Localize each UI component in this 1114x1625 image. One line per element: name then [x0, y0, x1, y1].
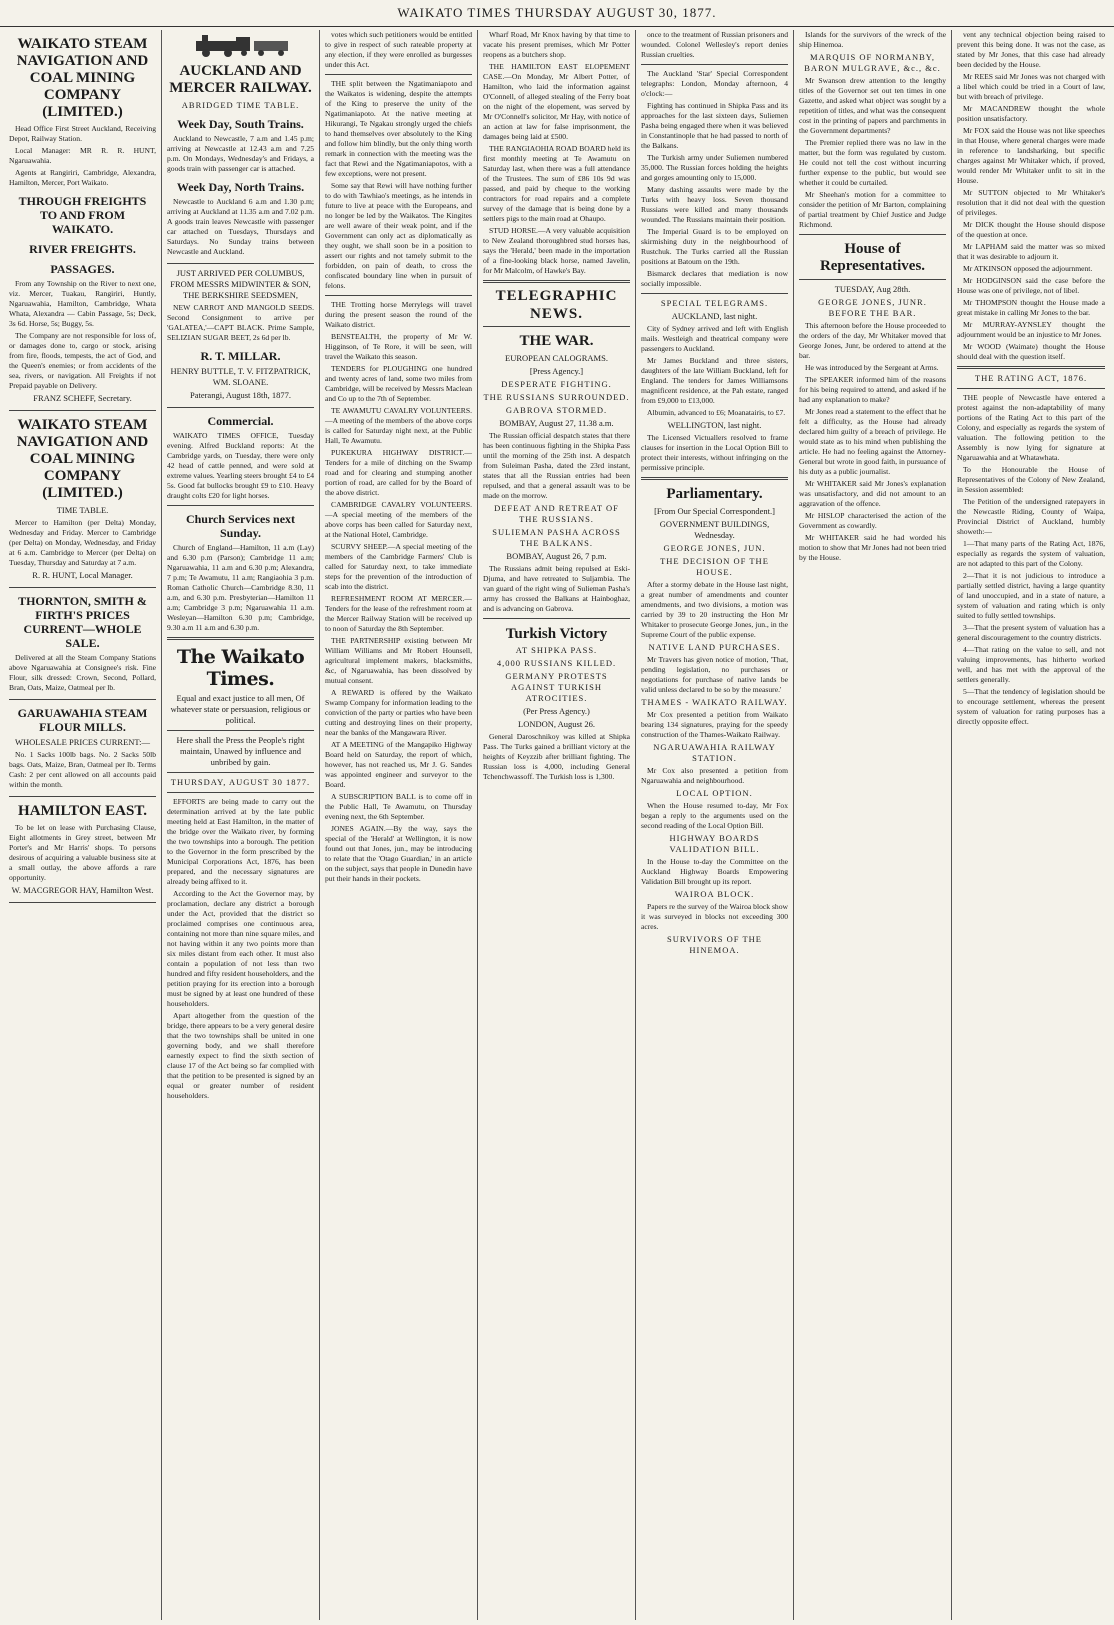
news-paragraph: BENSTEALTH, the property of Mr W. Higginson, of Te Rore, it will be seen, will travel the Waikato this season. [325, 332, 472, 361]
news-paragraph: 3—That the present system of valuation has a general discouragement to the country districts. [957, 623, 1105, 642]
millar-name: R. T. MILLAR. [200, 349, 281, 363]
news-paragraph: AT A MEETING of the Mangapiko Highway Board held on Saturday, the report of which, however, has not reached us, Mr J. G. Sandes was appointed engineer and surveyor to the Board. [325, 740, 472, 789]
passages-text: From any Township on the River to next one, viz. Mercer, Tuakau, Rangiriri, Huntly, Ngaruawahia, Hamilton, Cambridge, Whata Whata, Alexandra — Cabin Passage, 5s; Deck, 3s 6d. Horse, 5s; Buggy, 5s. [9, 279, 156, 328]
newspaper-motto: Equal and exact justice to all men, Of whatever state or persuasion, religious or political. [170, 693, 311, 725]
dateline-bombay-1: BOMBAY, August 27, 11.38 a.m. [499, 418, 614, 428]
news-paragraph: once to the treatment of Russian prisoners and wounded. Colonel Wellesley's report denies Russian cruelties. [641, 30, 788, 59]
news-paragraph: Mr WOOD (Waimate) thought the House should deal with the question itself. [957, 342, 1105, 361]
news-paragraph: Mr Cox also presented a petition from Ngaruawahia and neighbourhood. [641, 766, 788, 785]
column-7 [952, 30, 1110, 1620]
news-paragraph: The Premier replied there was no law in the matter, but the form was regulated by custom. He could not tell the cost without incurring further expense to the public, but would see whether it could be curtailed. [799, 138, 946, 187]
news-paragraph: The Turkish army under Suliemen numbered 35,000. The Russian forces holding the heights and gorges amounting only to 15,000. [641, 153, 788, 182]
news-paragraph: Mr DICK thought the House should dispose of the question at once. [957, 220, 1105, 239]
news-paragraph: When the House resumed to-day, Mr Fox began a reply to the arguments used on the second reading of the Local Option Bill. [641, 801, 788, 830]
news-paragraph: A SUBSCRIPTION BALL is to come off in the Public Hall, Te Awamutu, on Thursday evening next, the 6th September. [325, 792, 472, 821]
railway-subheading: ABRIDGED TIME TABLE. [181, 100, 300, 110]
dateline-wellington: WELLINGTON, last night. [667, 420, 762, 430]
govt-buildings-dateline: GOVERNMENT BUILDINGS, Wednesday. [659, 519, 770, 540]
parliamentary-subheading: [From Our Special Correspondent.] [654, 506, 775, 516]
north-trains-heading: Week Day, North Trains. [176, 180, 305, 194]
news-paragraph: TENDERS for PLOUGHING one hundred and twenty acres of land, some two miles from Cambridge, will be received by Messrs Maclean and Co up to the 7th of September. [325, 364, 472, 403]
news-paragraph: The Licensed Victuallers resolved to frame clauses for insertion in the Local Option Bill to protect their interests, without infringing on the permissive principle. [641, 433, 788, 472]
news-paragraph: CAMBRIDGE CAVALRY VOLUNTEERS.—A special meeting of the members of the above corps has been called for Saturday next, at the National Hotel, Cambridge. [325, 500, 472, 539]
war-subheading: EUROPEAN CALOGRAMS. [505, 353, 608, 363]
leader-paragraph-1: EFFORTS are being made to carry out the determination arrived at by the late public meeting held at East Hamilton, in the matter of the bridge over the Waikato river, by forming the two townships into a borough. The petition to the Governor in the form prescribed by the Municipal Corporations Act, 1876, has been prepared, and the necessary signatures are already being affixed to it. [167, 797, 314, 886]
news-paragraph: He was introduced by the Sergeant at Arms. [805, 363, 939, 372]
newspaper-title: The Waikato Times. [176, 646, 305, 690]
news-paragraph: Mr WHITAKER said Mr Jones's explanation was unsatisfactory, and did not amount to an aggravation of the offence. [799, 479, 946, 508]
news-paragraph: Mr Travers has given notice of motion, 'That, pending legislation, no purchases or negotiations for purchase of native lands be valid unless declared to be so by the measure.' [641, 655, 788, 694]
locomotive-engraving [186, 33, 296, 57]
passages-heading: PASSAGES. [50, 262, 115, 276]
church-services-heading: Church Services next Sunday. [185, 512, 296, 540]
millar-date: Paterangi, August 18th, 1877. [189, 390, 292, 400]
church-services-text: Church of England—Hamilton, 11 a.m (Lay) and 6.30 p.m (Parson); Cambridge 11 a.m; Ngaruawahia, 11 a.m and 6.30 p.m; Alexandra, 7 p.m; Te Awamutu, 11 a.m; Rangiaohia 3 p.m. Roman Catholic Church—Cambridge 8.30, 11 a.m, and 6.30 p.m. Presbyterian—Hamilton 11 a.m; Cambridge 3 p.m; Ngaruawahia 11 a.m. Wesleyan—Hamilton 6.30 p.m; Cambridge, 9.30 a.m 11 a.m and 6.30 p.m. [167, 543, 314, 632]
news-paragraph: City of Sydney arrived and left with English mails. Westleigh and theatrical company were passengers to Auckland. [641, 324, 788, 353]
news-paragraph: 5—That the tendency of legislation should be to encourage settlement, whereas the present system of valuation for rating purposes has a directly opposite effect. [957, 687, 1105, 726]
leader-paragraph-3: Apart altogether from the question of the bridge, there appears to be a very general desire that the two townships shall be united in one governing body, and we shall therefore earnestly expect to find the sixth section of clause 17 of the Act being so far complied with that the petition to be presented is signed by an equal or greater number of resident householders. [167, 1011, 314, 1100]
news-paragraph: Mr Swanson drew attention to the lengthy titles of the Governor set out ten times in one Gazette, and asked what object was sought by a repetition of titles, and what was the consequent cost in the printing of papers and parchments in the Government departments? [799, 76, 946, 135]
news-paragraph: THE HAMILTON EAST ELOPEMENT CASE.—On Monday, Mr Albert Potter, of Hamilton, who laid the information against O'Connell, of alleged stealing of the Ferry boat on the night of the elopement, was served by Mr O'Connell's solicitor, Mr Hay, with notice of an action at law for false imprisonment, the damages being laid at £500. [483, 62, 630, 141]
leader-paragraph-2: According to the Act the Governor may, by proclamation, declare any district a borough under the Act, provided that the district so proclaimed comprises one continuous area, containing not more than nine square miles, and not having within it any two points more than six miles distant from each other. It must also contain a population of not less than two hundred and fifty resident householders, and the petition praying for its erection into a borough must be signed by at least one hundred of these householders. [167, 889, 314, 1008]
native-land-heading: NATIVE LAND PURCHASES. [648, 642, 781, 652]
news-paragraph: Mr WHITAKER said he had worded his motion to show that Mr Jones had not been tried by the House. [799, 533, 947, 562]
shipka-heading: AT SHIPKA PASS. [515, 645, 598, 655]
railway-ad [167, 33, 314, 264]
news-paragraph: THE RANGIAOHIA ROAD BOARD held its first monthly meeting at Te Awamutu on Saturday last, when there was a full attendance of the Trustees. The sum of £86 10s 9d was passed, and paid by cheque to the working contractors for road repairs and a complete survey of the damage that is being done by a settlers pigs to the main road at Ohaupo. [483, 144, 630, 223]
news-paragraph: THE people of Newcastle have entered a protest against the non-adaptability of many portions of the Rating Act to this part of the Colony, and especially as regards the system of valuation. The following petition to the Assembly is now lying for signature at Ngaruawahia and at Whatawhata. [957, 393, 1105, 462]
column-3 [320, 30, 478, 1620]
seeds-ad [167, 268, 314, 408]
news-paragraph: Albumin, advanced to £6; Moanatairis, to £7. [647, 408, 786, 417]
column-4 [478, 30, 636, 1620]
columns [4, 30, 1110, 1620]
news-paragraph: This afternoon before the House proceeded to the orders of the day, Mr Whitaker moved that George Jones, Junr, be ordered to attend at the bar. [799, 321, 946, 360]
steam-navigation-ad [9, 36, 156, 411]
dateline-bombay-2: BOMBAY, August 26, 7 p.m. [506, 551, 607, 561]
jones-bar-heading: GEORGE JONES, JUNR. BEFORE THE BAR. [818, 297, 927, 318]
page-masthead: WAIKATO TIMES THURSDAY AUGUST 30, 1877. [0, 0, 1114, 27]
timetable-heading: TIME TABLE. [56, 505, 109, 515]
news-paragraph: 4—That rating on the value to sell, and not valuing improvements, has hitherto worked well, and has met with the approval of the settlers generally. [957, 645, 1105, 684]
column-6 [794, 30, 952, 1620]
george-jones-heading: GEORGE JONES, JUN. [663, 543, 766, 553]
war-paragraph-3: General Daroschnikoy was killed at Shipka Pass. The Turks gained a brilliant victory at the heights of Keyzzib after brilliant fighting. The Russian loss is 4,000, including General Tchenchwassoff. The Turkish loss is 1,300. [483, 732, 630, 781]
steam-signature: FRANZ SCHEFF, Secretary. [33, 393, 132, 403]
news-paragraph: TE AWAMUTU CAVALRY VOLUNTEERS.—A meeting of the members of the above corps is called for Saturday night next, at the Public Hall, Te Awamutu. [325, 406, 472, 445]
news-paragraph: Mr THOMPSON thought the House made a great mistake in calling Mr Jones to the bar. [957, 298, 1105, 317]
telegraphic-news-heading: TELEGRAPHIC NEWS. [483, 287, 630, 327]
column-1 [4, 30, 162, 1620]
issue-date: THURSDAY, AUGUST 30 1877. [170, 777, 311, 787]
news-paragraph: A REWARD is offered by the Waikato Swamp Company for information leading to the conviction of the party or parties who have been cutting and destroying lines on their property, near the banks of the Mangawara River. [325, 688, 472, 737]
south-trains-heading: Week Day, South Trains. [177, 117, 304, 131]
prices-current-ad [9, 594, 156, 700]
news-paragraph: Mr REES said Mr Jones was not charged with a libel which could be tried in a Court of law, but with breach of privilege. [957, 72, 1105, 101]
war-heading: THE WAR. [519, 333, 594, 349]
parliamentary-heading: Parliamentary. [666, 486, 763, 502]
news-paragraph: Mr FOX said the House was not like speeches in that House, where general charges were made in reference to landsharking, but specific charges against Mr Whitaker which, if proved, would render Mr Whitaker unfit to sit in the House. [957, 126, 1105, 185]
news-paragraph: THE split between the Ngatimaniapoto and the Waikatos is widening, despite the attempts of the King to preserve the unity of the Ngatimaniapoto. At the native meeting at Hikurangi, Te Ngakau strongly urged the chiefs to hand themselves over absolutely to the King and follow him blindly, but the only thing worth remark in connection with the meeting was the fact that Rewi and the Ngatimaniapotos, with a few exceptions, were not present. [325, 79, 472, 178]
wairoa-heading: WAIROA BLOCK. [674, 889, 755, 899]
news-paragraph: 1—That many parts of the Rating Act, 1876, especially as regards the system of valuation, are not adapted to this part of the Colony. [957, 539, 1105, 568]
news-paragraph: Papers re the survey of the Wairoa block show it was surveyed in blocks not exceeding 300 acres. [641, 902, 788, 931]
press-agency-note-2: (Per Press Agency.) [523, 706, 590, 716]
column-5 [636, 30, 794, 1620]
news-paragraph: The Imperial Guard is to be employed on skirmishing duty in the neighbourhood of Rustchuk. The Turks carried all the Russian positions at Batoum on the 19th. [641, 227, 788, 266]
news-paragraph: PUKEKURA HIGHWAY DISTRICT.—Tenders for a mile of ditching on the Swamp road and for clearing and stumping another portion of road, are called for by the Board of the above district. [325, 448, 472, 497]
news-paragraph: Bismarck declares that mediation is now socially impossible. [641, 269, 788, 288]
news-paragraph: Mr HISLOP characterised the action of the Government as cowardly. [799, 511, 946, 530]
news-paragraph: STUD HORSE.—A very valuable acquisition to New Zealand thoroughbred stud horses has, says the 'Herald,' been made in the importation of a fine-looking black horse, named Javelin, for Mr Malcolm, of Hawke's Bay. [483, 226, 630, 275]
hamilton-east-ad [9, 803, 156, 903]
newspaper-verse: Here shall the Press the People's right maintain, Unawed by influence and unbribed by gain. [176, 735, 305, 767]
news-paragraph: REFRESHMENT ROOM AT MERCER.—Tenders for the lease of the refreshment room at the Mercer Railway Station will be received up to noon of Saturday the 8th September. [325, 594, 472, 633]
news-paragraph: The Auckland 'Star' Special Correspondent telegraphs: London, Monday afternoon, 4 o'clock:— [641, 69, 788, 98]
railway-heading: AUCKLAND AND MERCER RAILWAY. [169, 63, 312, 96]
news-paragraph: To the Honourable the House of Representatives of the Colony of New Zealand, in Session assembled: [957, 465, 1105, 494]
news-paragraph: Fighting has continued in Shipka Pass and its approaches for the last sixteen days, Suliemen Pasha being engaged there when it was believed in Constantinople that he had passed to north of the Balkans. [641, 101, 788, 150]
north-trains-text: Newcastle to Auckland 6 a.m and 1.30 p.m; arriving at Auckland at 11.35 a.m and 7.02 p.m. A goods train leaves Newcastle with passenger car attached on Tuesdays, Thursdays and Saturdays. No Sunday trains between Newcastle and Auckland. [167, 197, 314, 256]
steam-navigation-heading: WAIKATO STEAM NAVIGATION AND COAL MINING COMPANY (LIMITED.) [16, 36, 149, 120]
special-telegrams-heading: SPECIAL TELEGRAMS. [660, 298, 769, 308]
news-paragraph: Mr MACANDREW thought the whole position unsatisfactory. [957, 104, 1105, 123]
news-paragraph: Many dashing assaults were made by the Turks with heavy loss. Seven thousand Russians were killed and many thousands wounded. The Russians maintain their position. [641, 185, 788, 224]
news-paragraph: JONES AGAIN.—By the way, says the special of the 'Herald' at Wellington, it is now found out that Jones, jun., may be introducing to relate that the 'Otago Guardian,' in an article on the subject, says that people in Dunedin have put their hands in their pockets. [325, 824, 472, 883]
news-paragraph: In the House to-day the Committee on the Auckland Highway Boards Empowering Validation Bill brought up its report. [641, 857, 788, 886]
prices-current-text: Delivered at all the Steam Company Stations above Ngaruawahia at Consignee's risk. Fine Flour, silk dressed: Crown, Second, Pollard, Bran, Oats, Maize, Oatmeal per lb. [9, 653, 156, 692]
prices-current-heading: THORNTON, SMITH & FIRTH'S PRICES CURRENT—WHOLE SALE. [18, 594, 147, 650]
germany-heading: GERMANY PROTESTS AGAINST TURKISH ATROCITIES. [505, 671, 608, 703]
marquis-heading: MARQUIS OF NORMANBY, BARON MULGRAVE, &c., &c. [804, 52, 941, 73]
survivors-heading: SURVIVORS OF THE HINEMOA. [667, 934, 762, 955]
dateline-london: LONDON, August 26. [518, 719, 595, 729]
millar-agents: HENRY BUTTLE, T. V. FITZPATRICK, WM. SLOANE. [170, 366, 311, 387]
news-paragraph: votes which such petitioners would be entitled to give in respect of such rateable property at any election, if they were enrolled as burgesses under this Act. [325, 30, 472, 69]
news-paragraph: Mr SUTTON objected to Mr Whitaker's resolution that it did not deal with the question of privileges. [957, 188, 1105, 217]
flour-mills-heading: GARUAWAHIA STEAM FLOUR MILLS. [17, 706, 148, 734]
timetable-text: Mercer to Hamilton (per Delta) Monday, Wednesday and Friday. Mercer to Cambridge (per Delta) on Monday, Wednesday, and Friday at 6 a.m. Cambridge to Mercer (per Delta) on Tuesday, Thursday and Saturday at 7 a.m. [9, 518, 156, 567]
press-agency-note: [Press Agency.] [529, 366, 584, 376]
flour-prices-heading: WHOLESALE PRICES CURRENT:— [14, 737, 151, 747]
highway-boards-heading: HIGHWAY BOARDS VALIDATION BILL. [669, 833, 760, 854]
hamilton-east-signature: W. MACGREGOR HAY, Hamilton West. [11, 885, 154, 895]
seeds-text: NEW CARROT AND MANGOLD SEEDS. Second Consignment to arrive per 'GALATEA,'—CAPT BLACK. Prime Sample, SELIZIAN SUGAR BEET, 2s 6d per lb. [167, 303, 314, 342]
steam-timetable-ad [9, 417, 156, 588]
seeds-heading: JUST ARRIVED PER COLUMBUS, FROM MESSRS MIDWINTER & SON, THE BERKSHIRE SEEDSMEN, [170, 268, 311, 300]
flour-prices-text: No. 1 Sacks 100lb bags. No. 2 Sacks 50lb bags. Oats, Maize, Bran, Oatmeal per lb. Terms Cash: 2 per cent allowed on all accounts paid within the month. [9, 750, 156, 789]
news-paragraph: vent any technical objection being raised to prevent this being done. It was not the case, as stated by Mr Jones, that this case had already been decided by the House. [957, 30, 1105, 69]
war-paragraph-1: The Russian official despatch states that there has been continuous fighting in the Shipka Pass until the morning of the 25th inst. A despatch from Suleiman Pasha, dated the 23rd instant, states that all the Russian entries had been repulsed, and that a general assault was to be made on the morrow. [483, 431, 630, 500]
news-paragraph: Mr Jones read a statement to the effect that he felt a difficulty, as the House had already declared him guilty of a breach of privilege. He would state as to his mind when publishing the article. He had no feeling against the Attorney-General but wrote in good faith, in pursuance of his duty as a public journalist. [799, 407, 946, 476]
south-trains-text: Auckland to Newcastle, 7 a.m and 1.45 p.m; arriving at Newcastle at 12.43 a.m and 7.25 p.m. On Mondays, Wednesday's and Fridays, a goods train with passenger car is attached. [167, 134, 314, 173]
news-paragraph: 2—That it is not judicious to introduce a partially settled district, having a large quantity of land unoccupied, and in a state of nature, a system of valuation and rating which is only suited to fully settled townships. [957, 571, 1105, 620]
war-paragraph-2: The Russians admit being repulsed at Eski-Djuma, and have retreated to Suljambia. The van guard of the right wing of Sulieman Pasha's army has crossed the Balkans at Hainboghaz, and is advancing on Gabrova. [483, 564, 630, 613]
column-2 [162, 30, 320, 1620]
news-paragraph: SCURVY SHEEP.—A special meeting of the members of the Cambridge Farmers' Club is called for Saturday next, to take immediate steps for the prevention of the introduction of scab into the district. [325, 542, 472, 591]
news-paragraph: Islands for the survivors of the wreck of the ship Hinemoa. [799, 30, 946, 49]
flour-mills-ad [9, 706, 156, 797]
freights-heading: THROUGH FREIGHTS TO AND FROM WAIKATO. [18, 194, 147, 236]
thames-railway-heading: THAMES - WAIKATO RAILWAY. [641, 697, 788, 707]
news-paragraph: Mr MURRAY-AYNSLEY thought the adjournment would be an injustice to Mr Jones. [957, 320, 1105, 339]
news-paragraph: Mr LAPHAM said the matter was so mixed that it was desirable to adjourn it. [957, 242, 1105, 261]
news-paragraph: THE PARTNERSHIP existing between Mr William Williams and Mr Robert Hounsell, agricultural implement makers, blacksmiths, &c, of Ngaruawahia, has been dissolved by mutual consent. [325, 636, 472, 685]
steam-agents-text: Agents at Rangiriri, Cambridge, Alexandra, Hamilton, Mercer, Port Waikato. [9, 168, 156, 187]
tuesday-dateline: TUESDAY, Aug 28th. [834, 284, 911, 294]
hamilton-east-heading: HAMILTON EAST. [18, 803, 147, 819]
steam-navigation-heading-2: WAIKATO STEAM NAVIGATION AND COAL MINING COMPANY (LIMITED.) [16, 417, 149, 501]
news-paragraph: Mr Sheehan's motion for a committee to consider the petition of Mr Barton, complaining of partial treatment by Chief Justice and Judge Richmond. [799, 190, 946, 229]
news-paragraph: Mr James Buckland and three sisters, daughters of the late William Buckland, left for England. The tenders for James Williamsons magnificent residence, at the Pah estate, ranged from £9,000 to £13,000. [641, 356, 788, 405]
steam-office-text: Head Office First Street Auckland, Receiving Depot, Railway Station. [9, 124, 156, 143]
news-paragraph: Some say that Rewi will have nothing further to do with Tawhiao's meetings, as he intends in future to live at peace with the Europeans, and no longer be led by the Waikatos. The Kingites are well aware of their weak point, and if the Government can only act as diplomatically as they ought, we shall soon be in a position to assert our rights and not tamely submit to the forbidden, on pain of death, to cross the confiscated boundary line when in pursuit of felons. [325, 181, 472, 290]
news-paragraph: Mr HODGINSON said the case before the House was one of privilege, not of libel. [957, 276, 1105, 295]
commercial-text: WAIKATO TIMES OFFICE, Tuesday evening. Alfred Buckland reports: At the Cambridge yards, on Tuesday, there were only 42 head of cattle penned, and were sold at extreme values. Yearling steers brought £4 to £4 5s. Good fat bullocks brought £9 to £10. Heavy draught colts £20 for light horses. [167, 431, 314, 500]
killed-heading: 4,000 RUSSIANS KILLED. [496, 658, 617, 668]
ngaruawahia-heading: NGARUAWAHIA RAILWAY STATION. [653, 742, 776, 763]
decision-heading: THE DECISION OF THE HOUSE. [660, 556, 769, 577]
river-freights-heading: RIVER FREIGHTS. [29, 242, 136, 256]
news-paragraph: THE Trotting horse Merrylegs will travel during the present season the round of the Waikato district. [325, 300, 472, 329]
news-paragraph: Mr Cox presented a petition from Waikato bearing 134 signatures, praying for the speedy construction of the Thames-Waikato Railway. [641, 710, 788, 739]
steam-conditions-text: The Company are not responsible for loss of, or damages done to, cargo or stock, arising from fire, floods, tempests, the act of God, and the Queen's enemies; or from accidents of the sea, rivers, or navigation. All Freights if not Prepaid payable on Delivery. [9, 331, 156, 390]
rating-act-heading: THE RATING ACT, 1876. [974, 373, 1088, 383]
dateline-auckland: AUCKLAND, last night. [671, 311, 758, 321]
news-paragraph: After a stormy debate in the House last night, a great number of amendments and counter amendments, and two divisions, a motion was carried by 39 to 20 instructing the Hon Mr Whitaker to prosecute George Jones, jun., in the Supreme Court of the public expense. [641, 580, 788, 639]
steam-manager-text: Local Manager: MR R. R. HUNT, Ngaruawahia. [9, 146, 156, 165]
suleiman-heading: SULIEMAN PASHA ACROSS THE BALKANS. [492, 527, 621, 548]
commercial-heading: Commercial. [207, 414, 274, 428]
defeat-heading: DEFEAT AND RETREAT OF THE RUSSIANS. [494, 503, 619, 524]
news-paragraph: The Petition of the undersigned ratepayers in the Newcastle Riding, County of Waipa, Provincial District of Auckland, humbly showeth:— [957, 497, 1105, 536]
house-of-representatives-heading: House of Representatives. [819, 241, 926, 274]
hamilton-east-text: To be let on lease with Purchasing Clause, Eight allotments in Grey street, between Mr Porter's and Mr Harris' shops. To persons desirous of acquiring a valuable business site at a small outlay, the above affords a rare opportunity. [9, 823, 156, 882]
gabrova-heading: GABROVA STORMED. [505, 405, 608, 415]
news-paragraph: Wharf Road, Mr Knox having by that time to vacate his present premises, which Mr Potter reopens as a butchers shop. [483, 30, 630, 59]
turkish-victory-heading: Turkish Victory [505, 626, 608, 642]
news-paragraph: Mr ATKINSON opposed the adjournment. [963, 264, 1093, 273]
news-paragraph: The SPEAKER informed him of the reasons for his being required to attend, and asked if he had any explanation to make? [799, 375, 946, 404]
fighting-heading: DESPERATE FIGHTING. [501, 379, 612, 389]
surrounded-heading: THE RUSSIANS SURROUNDED. [483, 392, 630, 402]
timetable-signature: R. R. HUNT, Local Manager. [32, 570, 133, 580]
local-option-heading: LOCAL OPTION. [676, 788, 753, 798]
